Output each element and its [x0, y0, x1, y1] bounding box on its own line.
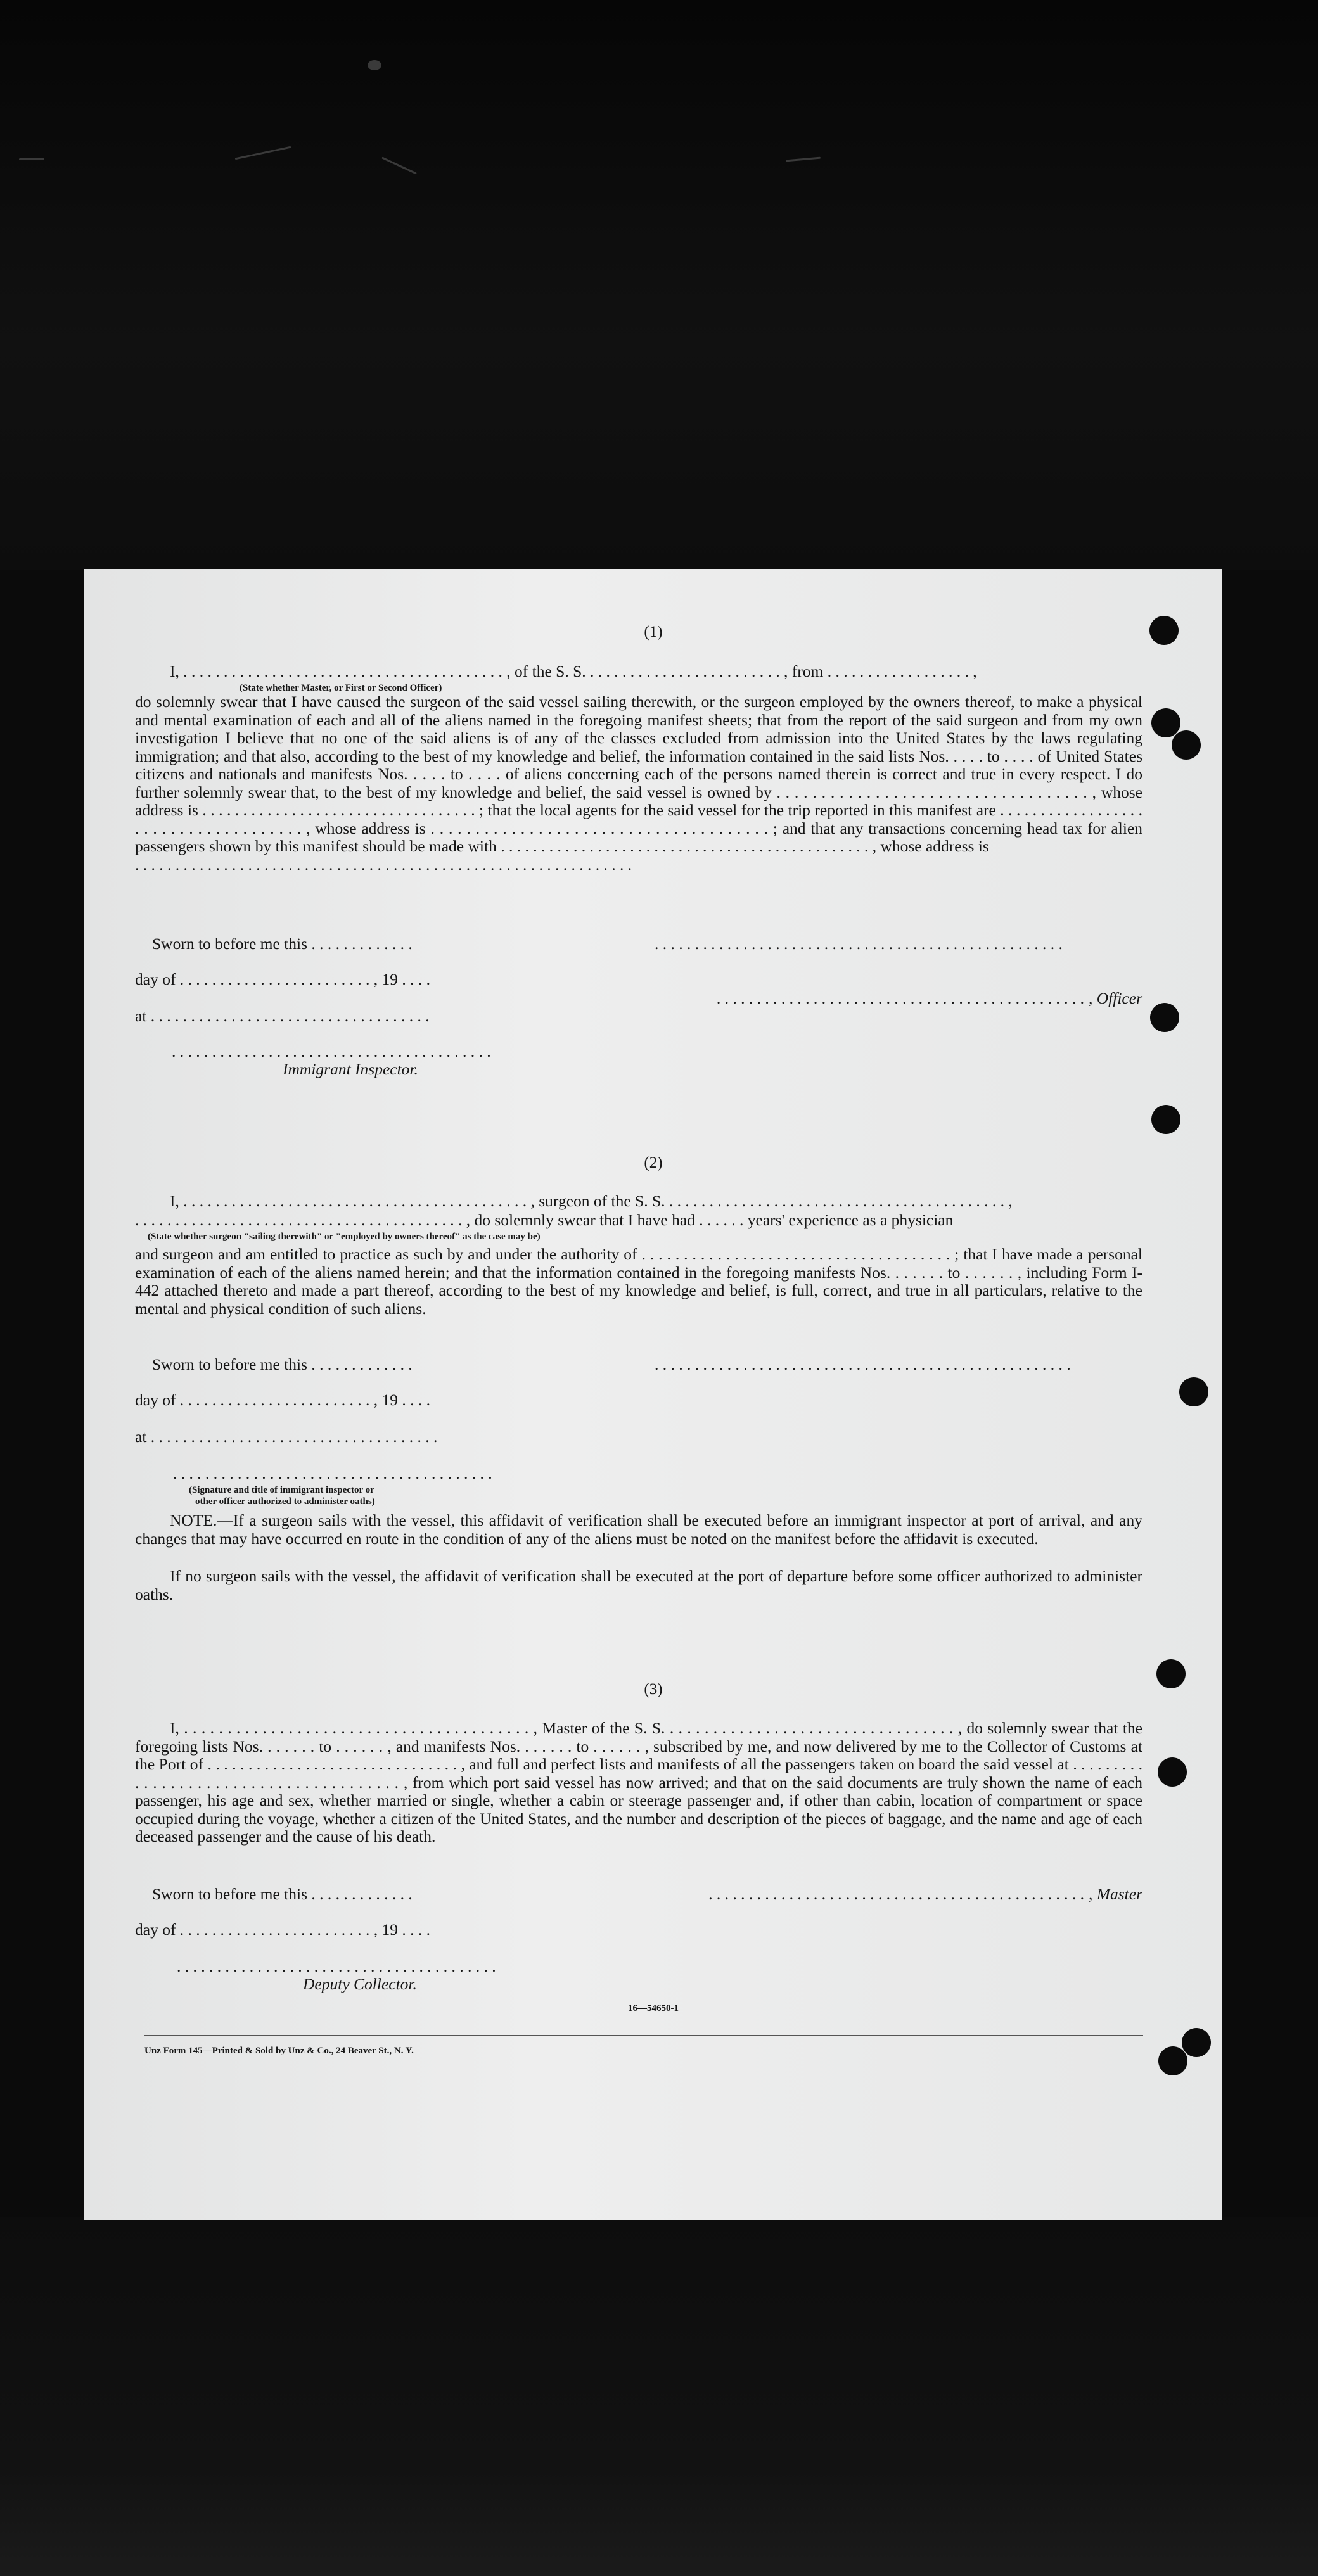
- section-2-oath-text: and surgeon and am entitled to practice as such by and under the authority of . . . . . . . . . . . . . . . . . . . . . . . . . . . . . . . . . . . . . ; that I have made a personal examination of each of the aliens named herein; and that the information contained in the foregoing manifests Nos. . . . . . . to . . . . . . , including Form I-442 attached thereto and made a part thereof, according to the best of my knowledge and belief, is full, correct, and true in all particulars, relative to the mental and physical condition of such aliens.: [135, 1245, 1142, 1318]
- punch-hole: [1179, 1377, 1208, 1406]
- section-1-number: (1): [644, 623, 663, 641]
- punch-hole: [1172, 730, 1201, 760]
- section-1-opening-line: I, . . . . . . . . . . . . . . . . . . . . . . . . . . . . . . . . . . . . . . . . , of the S. S. . . . . . . . . . . . . . . . . . . . . . . . . , from . . . . . . . . . . . . . . . . . . ,: [170, 662, 977, 680]
- section-1-oath-text: [135, 693, 1142, 874]
- punch-hole: [1158, 1757, 1187, 1787]
- section-3-sworn-line: Sworn to before me this . . . . . . . . . . . . .: [152, 1885, 413, 1903]
- section-2-sworn-line: Sworn to before me this . . . . . . . . . . . . .: [152, 1355, 413, 1374]
- section-1-officer-line: . . . . . . . . . . . . . . . . . . . . . . . . . . . . . . . . . . . . . . . . . . . . . . , Officer: [717, 989, 1142, 1007]
- section-2-at-line: at . . . . . . . . . . . . . . . . . . . . . . . . . . . . . . . . . . . .: [135, 1427, 438, 1446]
- punch-hole: [1150, 1003, 1179, 1032]
- section-3-oath-text: I, . . . . . . . . . . . . . . . . . . . . . . . . . . . . . . . . . . . . . . . . , Master of the S. S. . . . . . . . . . . . . . . . . . . . . . . . . . . . . . . . . . , do solemnly swear that the foregoing lists Nos. . . . . . . to . . . . . . , and manifests Nos. . . . . . . to . . . . . . , subscribed by me, and now delivered by me to the Collector of Customs at the Port of . . . . . . . . . . . . . . . . . . . . . . . . . . . . . . . , and full and perfect lists and manifests of all the passengers taken on board the said vessel at . . . . . . . . . . . . . . . . . . . . . . . . . . . . . . . . . . . . . . . , from which port said vessel has now arrived; and that on the said documents are truly shown the name of each passenger, his age and sex, whether married or single, whether a cabin or steerage passenger and, if other than cabin, location of compartment or space occupied during the voyage, whether a citizen of the United States, and the number and description of the pieces of baggage, and the name and age of each deceased passenger and the cause of his death.: [135, 1719, 1142, 1846]
- section-2-note-no-surgeon: If no surgeon sails with the vessel, the affidavit of verification shall be executed at the port of departure before some officer authorized to administer oaths.: [135, 1567, 1142, 1604]
- section-3-collector-label: Deputy Collector.: [303, 1975, 417, 1993]
- scan-artifact: [368, 60, 381, 70]
- bleed-through-text: [300, 588, 743, 626]
- manifest-affidavit-page: [84, 569, 1222, 2220]
- footer-divider: [144, 2035, 1143, 2036]
- section-2-inspector-note-2: other officer authorized to administer oaths): [195, 1496, 375, 1507]
- section-1-sworn-line: Sworn to before me this . . . . . . . . . . . . .: [152, 934, 413, 953]
- section-2-surgeon-note: (State whether surgeon "sailing therewith" or "employed by owners thereof" as the case may be): [148, 1232, 541, 1242]
- section-2-opening-line: I, . . . . . . . . . . . . . . . . . . . . . . . . . . . . . . . . . . . . . . . . . . . , surgeon of the S. S. . . . . . . . . . . . . . . . . . . . . . . . . . . . . . . . . . . . . . . . . . . ,: [170, 1192, 1013, 1210]
- section-2-signature-line: . . . . . . . . . . . . . . . . . . . . . . . . . . . . . . . . . . . . . . . . . . . . . . . . . . . .: [655, 1355, 1071, 1374]
- section-1-inspector-line: . . . . . . . . . . . . . . . . . . . . . . . . . . . . . . . . . . . . . . . .: [172, 1042, 491, 1061]
- section-2-day-line: day of . . . . . . . . . . . . . . . . . . . . . . . . , 19 . . . .: [135, 1391, 431, 1409]
- section-2-note-surgeon-sails: NOTE.—If a surgeon sails with the vessel, this affidavit of verification shall be executed before an immigrant inspector at port of arrival, and any changes that may have occurred en route in the condition of any of the aliens must be noted on the manifest before the affidavit is executed.: [135, 1511, 1142, 1548]
- section-1-signature-line: . . . . . . . . . . . . . . . . . . . . . . . . . . . . . . . . . . . . . . . . . . . . . . . . . . .: [655, 934, 1063, 953]
- section-1-inspector-label: Immigrant Inspector.: [283, 1060, 418, 1078]
- section-1-oath-body: do solemnly swear that I have caused the surgeon of the said vessel sailing therewith, or the surgeon employed by the owners thereof, to make a physical and mental examination of each and all of the aliens named in the foregoing manifest sheets; that from the report of the said surgeon and from my own investigation I believe that no one of the said aliens is of any of the classes excluded from admission into the United States by the laws regulating immigration; and that also, according to the best of my knowledge and belief, the information contained in the said lists Nos. . . . . to . . . . of United States citizens and nationals and manifests Nos. . . . . to . . . . of aliens concerning each of the persons named therein is correct and true in every respect. I do further solemnly swear that, to the best of my knowledge and belief, the said vessel is owned by . . . . . . . . . . . . . . . . . . . . . . . . . . . . . . . . . . . , whose address is . . . . . . . . . . . . . . . . . . . . . . . . . . . . . . . . . . ; that the local agents for the said vessel for the trip reported in this manifest are . . . . . . . . . . . . . . . . . . . . . . . . . . . . . . . . . . . . . , whose address is . . . . . . . . . . . . . . . . . . . . . . . . . . . . . . . . . . . . . . ; and that any transactions concerning head tax for alien passengers shown by this manifest should be made with . . . . . . . . . . . . . . . . . . . . . . . . . . . . . . . . . . . . . . . . . . . . . . , whose address is: [135, 692, 1142, 855]
- scanner-background-bottom: [0, 2217, 1318, 2576]
- section-2-inspector-note-1: (Signature and title of immigrant inspector or: [189, 1485, 374, 1495]
- scan-artifact: [19, 158, 44, 160]
- section-3-master-line: . . . . . . . . . . . . . . . . . . . . . . . . . . . . . . . . . . . . . . . . . . . . . . . , Master: [708, 1885, 1142, 1903]
- section-3-number: (3): [644, 1681, 663, 1698]
- section-2-inspector-line: . . . . . . . . . . . . . . . . . . . . . . . . . . . . . . . . . . . . . . . .: [173, 1464, 492, 1482]
- punch-hole: [1151, 708, 1180, 737]
- scanner-background-top: [0, 0, 1318, 570]
- section-1-day-line: day of . . . . . . . . . . . . . . . . . . . . . . . . , 19 . . . .: [135, 970, 431, 988]
- section-3-day-line: day of . . . . . . . . . . . . . . . . . . . . . . . . , 19 . . . .: [135, 1920, 431, 1939]
- section-2-number: (2): [644, 1154, 663, 1171]
- punch-hole: [1158, 2046, 1187, 2075]
- section-1-oath-tail: . . . . . . . . . . . . . . . . . . . . . . . . . . . . . . . . . . . . . . . . . . . . . . . . . . . . . . . . . . . . . .: [135, 855, 632, 874]
- section-1-officer-note: (State whether Master, or First or Second Officer): [240, 683, 442, 693]
- section-3-collector-line: . . . . . . . . . . . . . . . . . . . . . . . . . . . . . . . . . . . . . . . .: [177, 1957, 496, 1975]
- punch-hole: [1151, 1105, 1180, 1134]
- section-2-experience-line: . . . . . . . . . . . . . . . . . . . . . . . . . . . . . . . . . . . . . . . . . , do solemnly swear that I have had . . . . . . years' experience as a physician: [135, 1211, 954, 1229]
- form-number: 16—54650-1: [628, 2003, 679, 2013]
- punch-hole: [1182, 2028, 1211, 2057]
- printer-imprint: Unz Form 145—Printed & Sold by Unz & Co., 24 Beaver St., N. Y.: [144, 2046, 414, 2056]
- section-1-at-line: at . . . . . . . . . . . . . . . . . . . . . . . . . . . . . . . . . . .: [135, 1007, 430, 1025]
